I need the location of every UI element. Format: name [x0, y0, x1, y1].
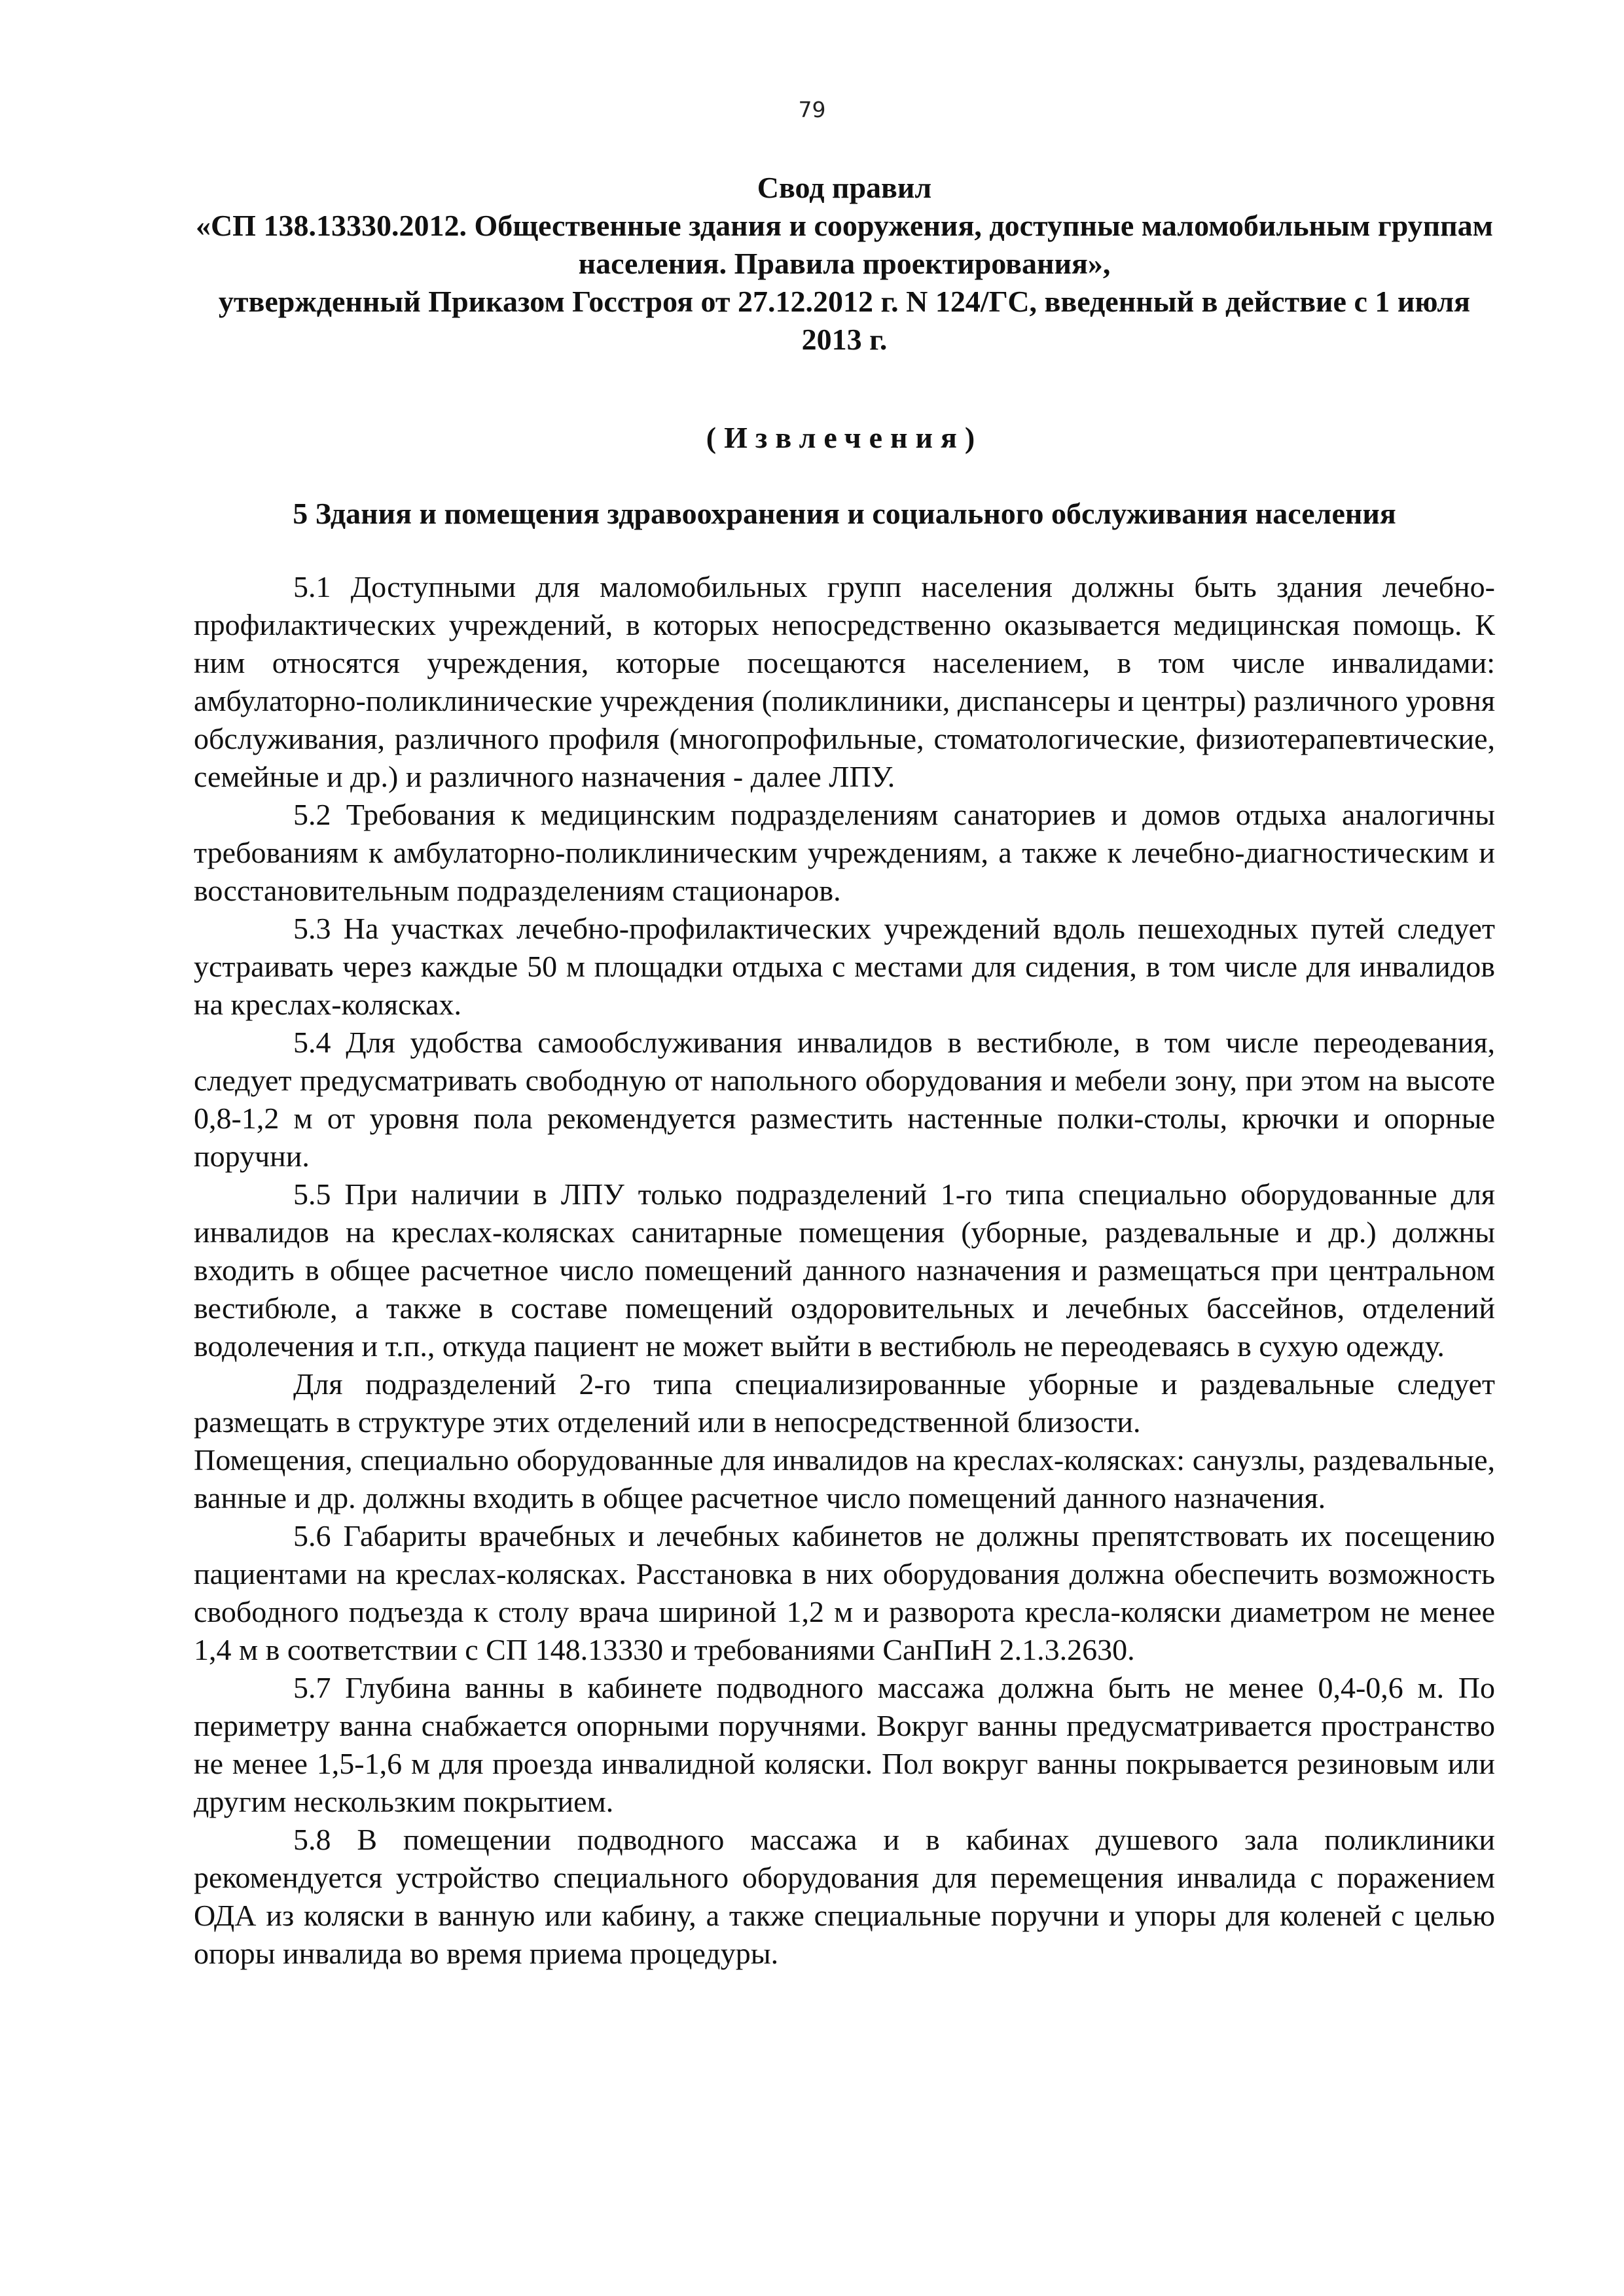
- document-title: [194, 169, 1495, 359]
- paragraph-5-7: 5.7 Глубина ванны в кабинете подводного массажа должна быть не менее 0,4-0,6 м. По периметру ванна снабжается опорными поручнями. Вокруг ванны предусматривается пространство не менее 1,5-1,6 м для проезда инвалидной коляски. Пол вокруг ванны покрывается резиновым или другим нескользким покрытием.: [194, 1671, 1495, 1818]
- title-line-2: «СП 138.13330.2012. Общественные здания и сооружения, доступные маломобильным группам населения. Правила проектирования»,: [195, 209, 1494, 280]
- paragraphs: [194, 568, 1495, 1973]
- paragraph-5-5-rooms: Помещения, специально оборудованные для инвалидов на креслах-колясках: санузлы, раздевальные, ванные и др. должны входить в общее расчетное число помещений данного назначения.: [194, 1443, 1495, 1515]
- paragraph-5-5-type-2: Для подразделений 2-го типа специализированные уборные и раздевальные следует размещать в структуре этих отделений или в непосредственной близости.: [194, 1367, 1495, 1439]
- paragraph-5-2: 5.2 Требования к медицинским подразделениям санаториев и домов отдыха аналогичны требованиям к амбулаторно-поликлиническим учреждениям, а также к лечебно-диагностическим и восстановительным подразделениям стационаров.: [194, 798, 1495, 907]
- page-number: 79: [798, 97, 826, 122]
- section-heading: 5 Здания и помещения здравоохранения и социального обслуживания населения: [293, 497, 1396, 530]
- title-line-3: утвержденный Приказом Госстроя от 27.12.2012 г. N 124/ГС, введенный в действие с 1 июля 2013 г.: [218, 285, 1471, 356]
- paragraph-5-6: 5.6 Габариты врачебных и лечебных кабинетов не должны препятствовать их посещению пациентами на креслах-колясках. Расстановка в них оборудования должна обеспечить возможность свободного подъезда к столу врача шириной 1,2 м и разворота кресла-коляски диаметром не менее 1,4 м в соответствии с СП 148.13330 и требованиями СанПиН 2.1.3.2630.: [194, 1519, 1495, 1666]
- paragraph-5-8: 5.8 В помещении подводного массажа и в кабинах душевого зала поликлиники рекомендуется устройство специального оборудования для перемещения инвалида с поражением ОДА из коляски в ванную или кабину, а также специальные поручни и упоры для коленей с целью опоры инвалида во время приема процедуры.: [194, 1823, 1495, 1970]
- document-body: [194, 169, 1495, 1973]
- title-line-1: Свод правил: [757, 171, 932, 204]
- paragraph-5-1: 5.1 Доступными для маломобильных групп населения должны быть здания лечебно-профилактических учреждений, в которых непосредственно оказывается медицинская помощь. К ним относятся учреждения, которые посещаются населением, в том числе инвалидами: амбулаторно-поликлинические учреждения (поликлиники, диспансеры и центры) различного уровня обслуживания, различного профиля (многопрофильные, стоматологические, физиотерапевтические, семейные и др.) и различного назначения - далее ЛПУ.: [194, 570, 1495, 793]
- extract-label: (Извлечения): [706, 421, 983, 454]
- paragraph-5-4: 5.4 Для удобства самообслуживания инвалидов в вестибюле, в том числе переодевания, следует предусматривать свободную от напольного оборудования и мебели зону, при этом на высоте 0,8-1,2 м от уровня пола рекомендуется разместить настенные полки-столы, крючки и опорные поручни.: [194, 1026, 1495, 1173]
- paragraph-5-5: 5.5 При наличии в ЛПУ только подразделений 1-го типа специально оборудованные для инвалидов на креслах-колясках санитарные помещения (уборные, раздевальные и др.) должны входить в общее расчетное число помещений данного назначения и размещаться при центральном вестибюле, а также в составе помещений оздоровительных и лечебных бассейнов, отделений водолечения и т.п., откуда пациент не может выйти в вестибюль не переодеваясь в сухую одежду.: [194, 1177, 1495, 1363]
- paragraph-5-3: 5.3 На участках лечебно-профилактических учреждений вдоль пешеходных путей следует устраивать через каждые 50 м площадки отдыха с местами для сидения, в том числе для инвалидов на креслах-колясках.: [194, 912, 1495, 1021]
